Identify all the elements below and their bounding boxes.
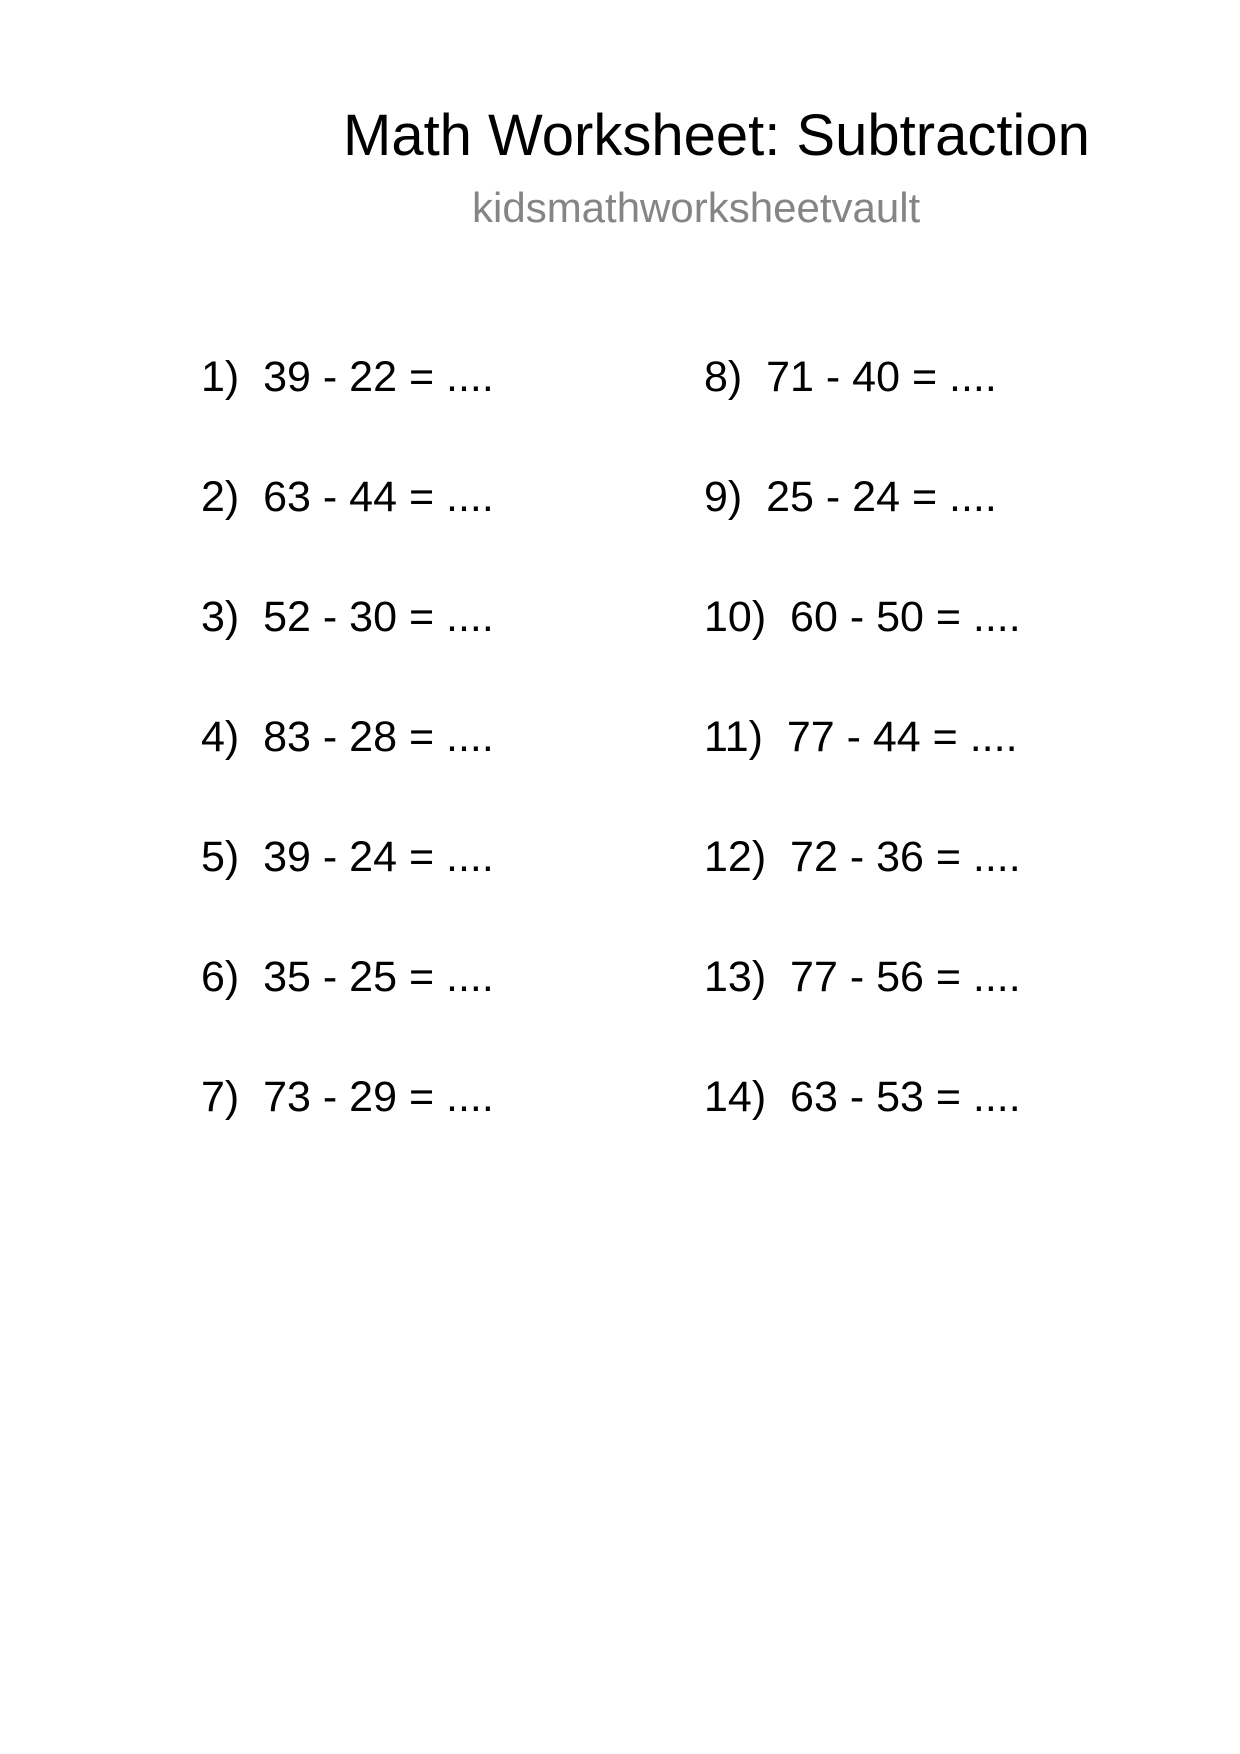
math-problem-10: 10) 60 - 50 = .... — [704, 593, 1021, 641]
problem-column-left — [201, 352, 701, 1192]
math-problem-1: 1) 39 - 22 = .... — [201, 353, 494, 401]
math-problem-2: 2) 63 - 44 = .... — [201, 473, 494, 521]
math-problem-13: 13) 77 - 56 = .... — [704, 953, 1021, 1001]
math-problem-12: 12) 72 - 36 = .... — [704, 833, 1021, 881]
math-problem-6: 6) 35 - 25 = .... — [201, 953, 494, 1001]
worksheet-source: kidsmathworksheetvault — [472, 184, 921, 231]
math-problem-8: 8) 71 - 40 = .... — [704, 353, 997, 401]
math-problem-9: 9) 25 - 24 = .... — [704, 473, 997, 521]
math-problem-3: 3) 52 - 30 = .... — [201, 593, 494, 641]
math-problem-14: 14) 63 - 53 = .... — [704, 1073, 1021, 1121]
math-problem-11: 11) 77 - 44 = .... — [704, 713, 1018, 761]
math-problem-4: 4) 83 - 28 = .... — [201, 713, 494, 761]
math-problem-5: 5) 39 - 24 = .... — [201, 833, 494, 881]
worksheet-title: Math Worksheet: Subtraction — [343, 103, 1090, 168]
math-problem-7: 7) 73 - 29 = .... — [201, 1073, 494, 1121]
problem-column-right — [704, 352, 1204, 1192]
